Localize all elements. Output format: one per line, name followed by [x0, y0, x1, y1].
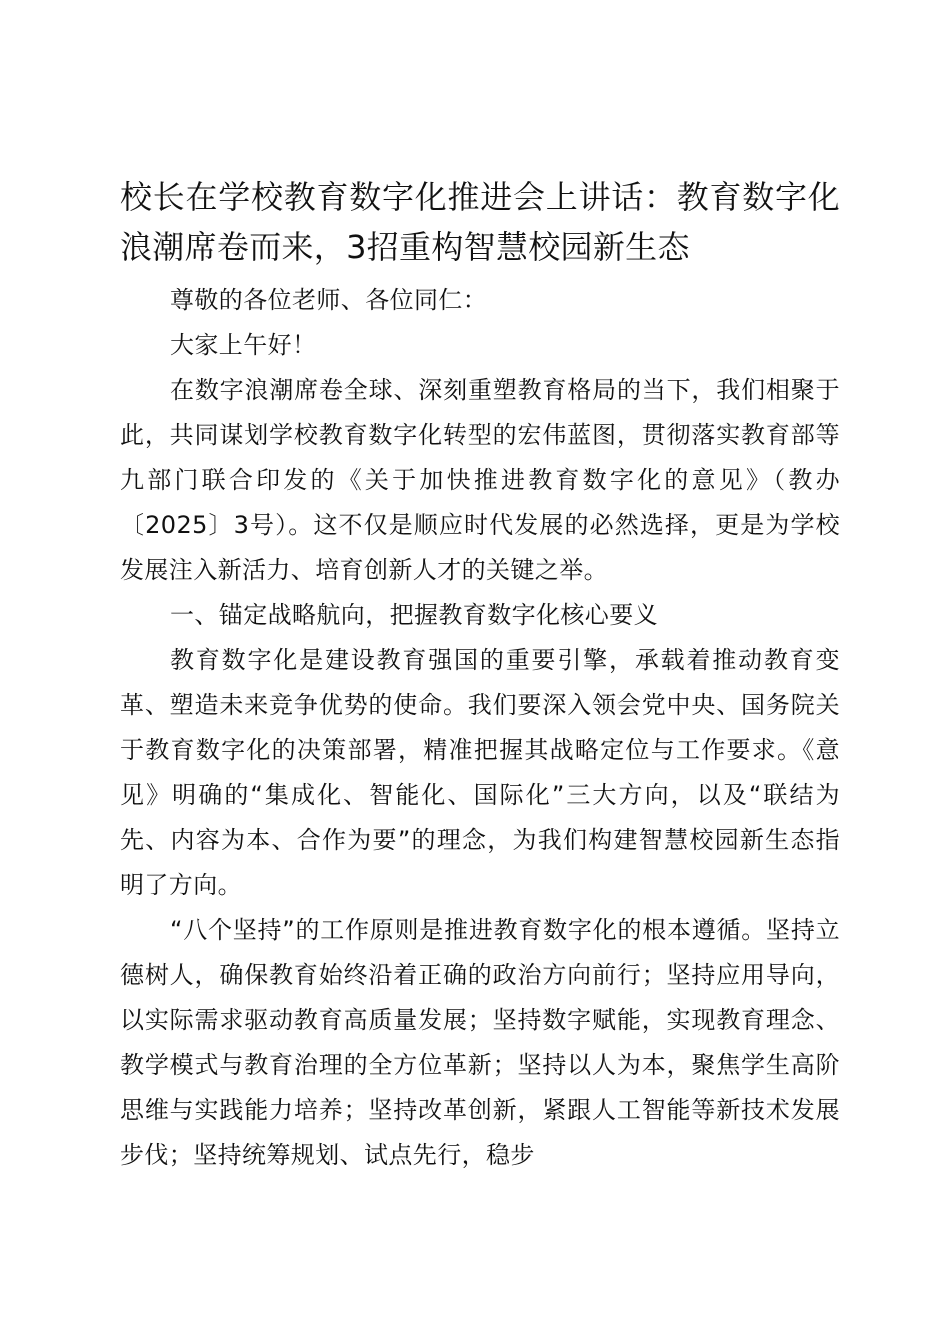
document-body: [120, 278, 840, 1178]
intro-paragraph: 在数字浪潮席卷全球、深刻重塑教育格局的当下，我们相聚于此，共同谋划学校教育数字化转型的宏伟蓝图，贯彻落实教育部等九部门联合印发的《关于加快推进教育数字化的意见》（教办〔2025〕3号）。这不仅是顺应时代发展的必然选择，更是为学校发展注入新活力、培育创新人才的关键之举。: [120, 376, 840, 584]
section-paragraph: 教育数字化是建设教育强国的重要引擎，承载着推动教育变革、塑造未来竞争优势的使命。我们要深入领会党中央、国务院关于教育数字化的决策部署，精准把握其战略定位与工作要求。《意见》明确的“集成化、智能化、国际化”三大方向，以及“联结为先、内容为本、合作为要”的理念，为我们构建智慧校园新生态指明了方向。: [120, 646, 840, 899]
section-paragraph: “八个坚持”的工作原则是推进教育数字化的根本遵循。坚持立德树人，确保教育始终沿着正确的政治方向前行；坚持应用导向，以实际需求驱动教育高质量发展；坚持数字赋能，实现教育理念、教学模式与教育治理的全方位革新；坚持以人为本，聚焦学生高阶思维与实践能力培养；坚持改革创新，紧跟人工智能等新技术发展步伐；坚持统筹规划、试点先行，稳步: [120, 916, 840, 1169]
greeting: 大家上午好！: [170, 331, 317, 359]
section-heading: 一、锚定战略航向，把握教育数字化核心要义: [170, 601, 658, 629]
salutation: 尊敬的各位老师、各位同仁：: [170, 286, 488, 314]
document-title: 校长在学校教育数字化推进会上讲话：教育数字化浪潮席卷而来，3招重构智慧校园新生态: [120, 178, 840, 266]
